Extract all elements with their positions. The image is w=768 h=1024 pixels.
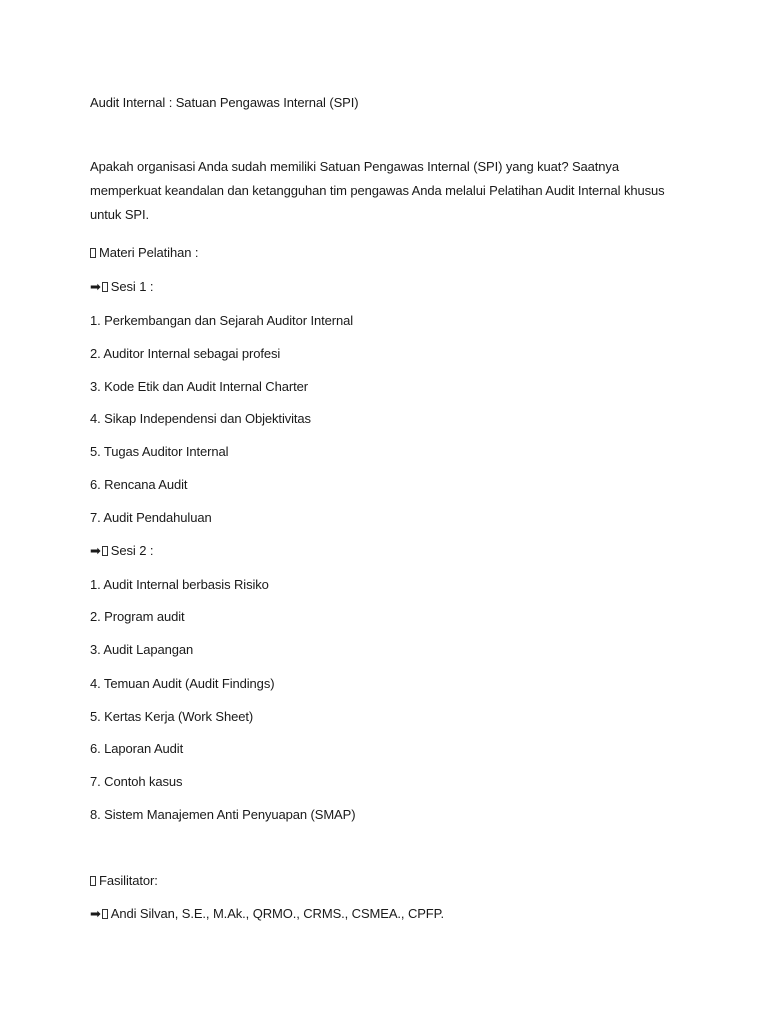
fasilitator-heading: Fasilitator: bbox=[99, 873, 158, 888]
list-item: 4. Sikap Independensi dan Objektivitas bbox=[90, 411, 311, 426]
intro-paragraph: Apakah organisasi Anda sudah memiliki Satuan Pengawas Internal (SPI) yang kuat? Saatnya memperkuat keandalan dan ketangguhan tim pengawas Anda melalui Pelatihan Audit Internal khusus untuk SPI. bbox=[90, 159, 665, 222]
list-item: 3. Kode Etik dan Audit Internal Charter bbox=[90, 379, 308, 394]
fasilitator-name: Andi Silvan, S.E., M.Ak., QRMO., CRMS., CSMEA., CPFP. bbox=[110, 906, 445, 921]
missing-glyph-icon bbox=[102, 546, 108, 556]
list-item: 2. Program audit bbox=[90, 609, 185, 624]
sesi-2-label: Sesi 2 : bbox=[110, 543, 154, 558]
arrow-right-icon: ➡ bbox=[90, 543, 101, 558]
missing-glyph-icon bbox=[102, 282, 108, 292]
missing-glyph-icon bbox=[90, 876, 96, 886]
materi-heading-row bbox=[90, 244, 198, 261]
list-item: 1. Perkembangan dan Sejarah Auditor Internal bbox=[90, 313, 354, 328]
fasilitator-heading-row bbox=[90, 872, 158, 889]
list-item: 1. Audit Internal berbasis Risiko bbox=[90, 577, 269, 592]
list-item: 3. Audit Lapangan bbox=[90, 642, 194, 657]
list-item: 7. Audit Pendahuluan bbox=[90, 510, 212, 525]
arrow-right-icon: ➡ bbox=[90, 279, 101, 294]
sesi-1-label: Sesi 1 : bbox=[110, 279, 154, 294]
fasilitator-row bbox=[90, 905, 444, 922]
arrow-right-icon: ➡ bbox=[90, 906, 101, 921]
sesi-2-row bbox=[90, 542, 153, 559]
list-item: 2. Auditor Internal sebagai profesi bbox=[90, 346, 281, 361]
materi-heading: Materi Pelatihan : bbox=[99, 245, 199, 260]
list-item: 4. Temuan Audit (Audit Findings) bbox=[90, 676, 275, 691]
list-item: 6. Laporan Audit bbox=[90, 741, 184, 756]
document-title: Audit Internal : Satuan Pengawas Internal (SPI) bbox=[90, 95, 359, 110]
list-item: 5. Kertas Kerja (Work Sheet) bbox=[90, 709, 254, 724]
list-item: 7. Contoh kasus bbox=[90, 774, 183, 789]
sesi-1-row bbox=[90, 278, 153, 295]
missing-glyph-icon bbox=[102, 909, 108, 919]
list-item: 5. Tugas Auditor Internal bbox=[90, 444, 229, 459]
list-item: 6. Rencana Audit bbox=[90, 477, 188, 492]
missing-glyph-icon bbox=[90, 248, 96, 258]
list-item: 8. Sistem Manajemen Anti Penyuapan (SMAP) bbox=[90, 807, 356, 822]
